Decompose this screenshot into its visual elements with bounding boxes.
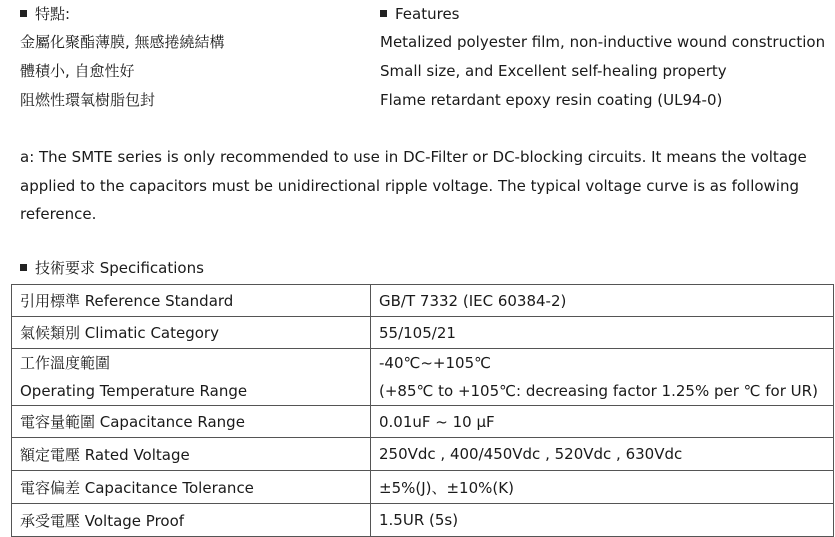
table-row xyxy=(12,438,834,471)
usage-note: a: The SMTE series is only recommended to use in DC-Filter or DC-blocking circuits. It means the voltage applied to the capacitors must be unidirectional ripple voltage. The typical voltage curve is as following reference. xyxy=(20,148,807,223)
features-heading-zh-text: 特點: xyxy=(35,5,71,23)
spec-param-cell: 氣候類別 Climatic Category xyxy=(12,317,371,349)
feature-row xyxy=(0,57,835,85)
spec-param-cell: 電容偏差 Capacitance Tolerance xyxy=(12,471,371,504)
feature-row xyxy=(0,28,835,56)
feature-en: Flame retardant epoxy resin coating (UL94-0) xyxy=(380,91,723,109)
specifications-heading-text: 技術要求 Specifications xyxy=(35,259,204,277)
spec-value-cell: GB/T 7332 (IEC 60384-2) xyxy=(371,285,834,317)
spec-value-line: (+85℃ to +105℃: decreasing factor 1.25% per ℃ for UR) xyxy=(379,382,818,400)
features-heading-en xyxy=(380,0,460,28)
feature-en: Small size, and Excellent self-healing property xyxy=(380,62,727,80)
bullet-square-icon xyxy=(20,10,27,17)
specifications-heading xyxy=(20,255,204,281)
spec-value-cell xyxy=(371,349,834,406)
table-row xyxy=(12,471,834,504)
spec-param-cell: 電容量範圍 Capacitance Range xyxy=(12,406,371,438)
spec-value-cell: ±5%(J)、±10%(K) xyxy=(371,471,834,504)
spec-param-cell: 引用標準 Reference Standard xyxy=(12,285,371,317)
spec-value-line: -40℃~+105℃ xyxy=(379,354,491,372)
spec-param-line: Operating Temperature Range xyxy=(20,382,248,400)
table-row xyxy=(12,504,834,537)
spec-value-cell: 0.01uF ~ 10 μF xyxy=(371,406,834,438)
table-row xyxy=(12,406,834,438)
feature-row xyxy=(0,86,835,114)
features-heading-row xyxy=(0,0,835,28)
spec-value-cell: 1.5UR (5s) xyxy=(371,504,834,537)
spec-value-cell: 55/105/21 xyxy=(371,317,834,349)
features-heading-en-text: Features xyxy=(395,5,460,23)
feature-zh: 阻燃性環氧樹脂包封 xyxy=(20,91,156,109)
feature-zh: 體積小, 自愈性好 xyxy=(20,62,135,80)
spec-param-cell: 承受電壓 Voltage Proof xyxy=(12,504,371,537)
feature-en: Metalized polyester film, non-inductive wound construction xyxy=(380,33,826,51)
spec-param-cell xyxy=(12,349,371,406)
bullet-square-icon xyxy=(380,10,387,17)
bullet-square-icon xyxy=(20,264,27,271)
features-heading-zh xyxy=(20,0,70,28)
spec-value-cell: 250Vdc , 400/450Vdc , 520Vdc , 630Vdc xyxy=(371,438,834,471)
table-row xyxy=(12,317,834,349)
spec-param-cell: 額定電壓 Rated Voltage xyxy=(12,438,371,471)
specifications-table xyxy=(11,284,834,537)
feature-zh: 金屬化聚酯薄膜, 無感捲繞結構 xyxy=(20,33,225,51)
table-row xyxy=(12,285,834,317)
table-row xyxy=(12,349,834,406)
spec-param-line: 工作溫度範圍 xyxy=(20,354,111,372)
